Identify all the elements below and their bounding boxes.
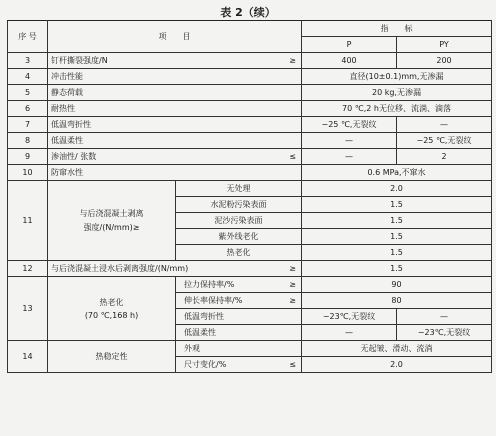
le-symbol: ≤ [289,152,296,161]
row-item: 冲击性能 [48,69,302,85]
row-value: 20 kg,无渗漏 [302,85,492,101]
row-item [48,149,302,165]
table-row [8,85,492,101]
sub-item-text: 拉力保持率/% [184,280,235,289]
row-no: 9 [8,149,48,165]
row-py-value: 2 [397,149,492,165]
row-value: 0.6 MPa,不窜水 [302,165,492,181]
row-item: 防窜水性 [48,165,302,181]
row-p-value: — [302,149,397,165]
row-py-value: −25 ℃,无裂纹 [397,133,492,149]
row-no: 7 [8,117,48,133]
ge-symbol: ≥ [289,56,296,65]
ge-symbol: ≥ [289,280,296,289]
table-row [8,277,492,293]
row-p-value: −25 ℃,无裂纹 [302,117,397,133]
table-row [8,53,492,69]
row-value: 80 [302,293,492,309]
row-item [48,53,302,69]
table-row [8,101,492,117]
row-p-value: — [302,325,397,341]
sub-item-label: 紫外线老化 [176,229,302,245]
sub-item-label: 泥沙污染表面 [176,213,302,229]
row-item-label: 与后浇混凝土浸水后剥离强度/(N/mm) [51,264,189,273]
header-py: PY [397,37,492,53]
sub-item-label [176,293,302,309]
row-value: 1.5 [302,245,492,261]
row-value: 2.0 [302,357,492,373]
table-row [8,117,492,133]
row-value: 1.5 [302,197,492,213]
row-no: 3 [8,53,48,69]
row-item: 低温弯折性 [48,117,302,133]
row-py-value: — [397,117,492,133]
row-value: 90 [302,277,492,293]
ge-symbol: ≥ [289,296,296,305]
row-value: 1.5 [302,213,492,229]
header-row [8,21,492,37]
spec-table [7,20,492,373]
table-row [8,181,492,197]
table-row [8,133,492,149]
sub-item-text: 伸长率保持率/% [184,296,243,305]
row-value: 1.5 [302,229,492,245]
row-no: 4 [8,69,48,85]
group-label [48,277,176,341]
sub-item-label [176,277,302,293]
row-value: 直径(10±0.1)mm,无渗漏 [302,69,492,85]
ge-symbol: ≥ [289,264,296,273]
row-item [48,261,302,277]
row-p-value: 400 [302,53,397,69]
row-item: 静态荷载 [48,85,302,101]
header-seq: 序 号 [8,21,48,53]
sub-item-label [176,357,302,373]
table-row [8,261,492,277]
group-label-line2: (70 ℃,168 h) [84,310,139,320]
row-no: 10 [8,165,48,181]
row-item-label: 钉杆撕裂强度/N [51,56,108,65]
row-item-label: 渗油性/ 张数 [51,152,97,161]
group-label [48,181,176,261]
header-p: P [302,37,397,53]
table-row [8,69,492,85]
le-symbol: ≤ [289,360,296,369]
row-p-value: −23℃,无裂纹 [302,309,397,325]
sub-item-label: 外观 [176,341,302,357]
row-no: 12 [8,261,48,277]
row-value: 无起皱、滑动、流淌 [302,341,492,357]
row-value: 2.0 [302,181,492,197]
sub-item-text: 尺寸变化/% [184,360,227,369]
table-row [8,165,492,181]
row-no: 6 [8,101,48,117]
group-label: 热稳定性 [48,341,176,373]
header-item: 项 目 [48,21,302,53]
group-label-line1: 与后浇混凝土剥离 [79,209,144,218]
row-item: 低温柔性 [48,133,302,149]
group-label-line2: 强度/(N/mm)≥ [83,223,140,232]
sub-item-label: 低温柔性 [176,325,302,341]
table-title: 表 2（续） [220,6,276,19]
row-item: 耐热性 [48,101,302,117]
sub-item-label: 水泥粉污染表面 [176,197,302,213]
header-index: 指 标 [302,21,492,37]
row-py-value: −23℃,无裂纹 [397,325,492,341]
row-py-value: 200 [397,53,492,69]
row-value: 1.5 [302,261,492,277]
sub-item-label: 低温弯折性 [176,309,302,325]
row-no: 8 [8,133,48,149]
row-p-value: — [302,133,397,149]
group-label-line1: 热老化 [99,297,124,307]
row-no: 13 [8,277,48,341]
row-value: 70 ℃,2 h无位移、流淌、滴落 [302,101,492,117]
row-no: 5 [8,85,48,101]
row-no: 14 [8,341,48,373]
table-row [8,149,492,165]
sub-item-label: 无处理 [176,181,302,197]
sub-item-label: 热老化 [176,245,302,261]
row-py-value: — [397,309,492,325]
table-row [8,341,492,357]
row-no: 11 [8,181,48,261]
